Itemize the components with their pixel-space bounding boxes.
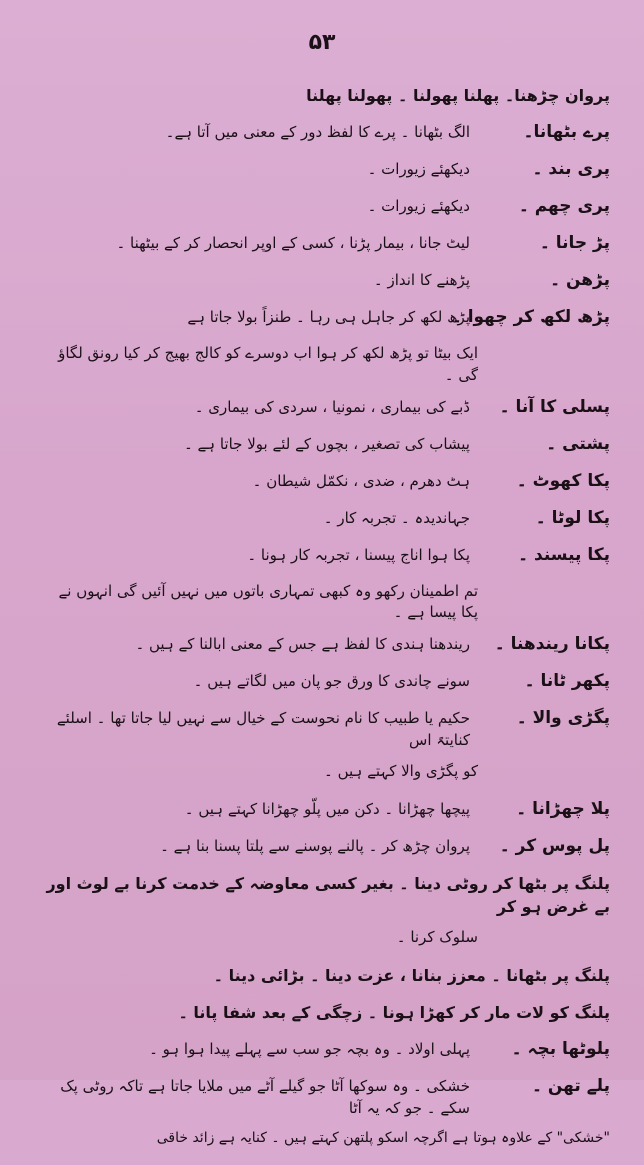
entry-definition: دیکھئے زیورات ۔: [367, 197, 470, 215]
page-footer-line: "خشکی" کے علاوہ ہوتا ہے اگرچہ اسکو پلتھن کہتے ہیں ۔ کنایہ ہے زائد خاقی: [156, 1130, 610, 1147]
entry-term: پشتی ۔: [546, 433, 610, 454]
dictionary-entry: [40, 396, 610, 424]
dictionary-entry: [40, 544, 610, 572]
dictionary-entry: [40, 433, 610, 461]
entry-term: پسلی کا آنا ۔: [499, 396, 610, 417]
entry-term: پرے بٹھانا۔: [523, 122, 610, 142]
entry-definition: حکیم یا طبیب کا نام نحوست کے خیال سے نہیں لیا جاتا تھا ۔ اسلئے کنایتہً اس: [56, 709, 470, 749]
dictionary-entry: [40, 195, 610, 223]
dictionary-entry: [40, 670, 610, 698]
page-number: ۵۳: [308, 30, 336, 55]
dictionary-entry: [40, 158, 610, 186]
dictionary-entries: [40, 84, 610, 1165]
dictionary-entry: [40, 707, 610, 752]
dictionary-entry: [40, 306, 610, 334]
entry-term: پکا لوٹا ۔: [535, 507, 610, 528]
entry-definition: پیچھا چھڑانا ۔ دکن میں پلّو چھڑانا کہتے ہیں ۔: [184, 799, 470, 818]
entry-definition: ہٹ دھرم ، ضدی ، نکمّل شیطان ۔: [252, 471, 470, 490]
entry-definition: پڑھنے کا انداز ۔: [373, 271, 470, 289]
entry-definition: لیٹ جانا ، بیمار پڑنا ، کسی کے اوپر انحصار کر کے بیٹھنا ۔: [116, 234, 470, 252]
dictionary-entry: [40, 798, 610, 826]
entry-definition: خشکی ۔ وہ سوکھا آٹا جو گیلے آٹے میں ملایا جاتا ہے تاکہ روٹی پک سکے ۔ جو کہ یہ آٹا: [60, 1076, 470, 1117]
entry-term: پڑھ لکھ کر چھوا ۔: [451, 307, 610, 327]
entry-term: پگڑی والا ۔: [516, 708, 610, 728]
entry-definition: الگ بٹھانا ۔ پرے کا لفظ دور کے معنی میں آتا ہے۔: [165, 123, 470, 141]
entry-term: پلا چھڑانا ۔: [516, 798, 610, 819]
entry-definition: دیکھئے زیورات ۔: [367, 160, 470, 178]
entry-continuation: تم اطمینان رکھو وہ کبھی تمہاری باتوں میں نہیں آئیں گی انہوں نے پکا پیسا ہے ۔: [58, 581, 478, 622]
dictionary-entry-line: پلنگ پر بٹھا کر روٹی دینا ۔ بغیر کسی معاوضہ کے خدمت کرنا بے لوث اور بے غرض ہو کر: [46, 873, 610, 916]
dictionary-entry-line: پلنگ پر بٹھانا ۔ معزز بنانا ، عزت دینا ۔ بڑائی دینا ۔: [213, 965, 610, 985]
entry-definition: پکا ہوا اناج پیسنا ، تجربہ کار ہونا ۔: [247, 545, 470, 564]
entry-term: پڑ جانا ۔: [539, 233, 610, 253]
entry-definition: پیشاب کی تصغیر ، بچوں کے لئے بولا جاتا ہے ۔: [183, 434, 470, 453]
entry-continuation: ایک بیٹا تو پڑھ لکھ کر ہوا اب دوسرے کو کالج بھیج کر کیا رونق لگاؤ گی ۔: [58, 344, 478, 384]
entry-term: پل پوس کر ۔: [499, 835, 610, 856]
entry-term: پڑھن ۔: [550, 270, 610, 290]
entry-definition: پڑھ لکھ کر جاہل ہی رہا ۔ طنزاً بولا جاتا ہے: [187, 308, 470, 326]
dictionary-entry-line: پروان چڑھنا۔ پھلنا پھولنا ۔ پھولنا پھلنا: [306, 86, 610, 105]
entry-term: پکا کھوٹ ۔: [516, 470, 610, 491]
entry-term: پری بند ۔: [532, 159, 610, 179]
entry-term: پری چھم ۔: [518, 196, 610, 216]
entry-term: پکانا ریندھنا ۔: [494, 634, 610, 654]
dictionary-entry: [40, 232, 610, 260]
entry-term: پکھر ٹانا ۔: [524, 671, 610, 691]
entry-term: پلوٹھا بچہ ۔: [511, 1038, 610, 1059]
dictionary-entry: [40, 1038, 610, 1066]
entry-definition: سونے چاندی کا ورق جو پان میں لگاتے ہیں ۔: [193, 672, 470, 690]
dictionary-entry: [40, 835, 610, 863]
dictionary-entry: [40, 1075, 610, 1120]
dictionary-entry: [40, 269, 610, 297]
entry-continuation: کو پگڑی والا کہتے ہیں ۔: [324, 761, 478, 780]
entry-continuation: سلوک کرنا ۔: [396, 927, 478, 946]
entry-definition: ریندھنا ہندی کا لفظ ہے جس کے معنی ابالنا کے ہیں ۔: [135, 635, 470, 653]
entry-definition: پروان چڑھ کر ۔ پالنے پوسنے سے پلتا پسنا بنا ہے ۔: [160, 836, 470, 855]
entry-definition: جہاندیدہ ۔ تجربہ کار ۔: [323, 508, 470, 527]
dictionary-entry-line: پلنگ کو لات مار کر کھڑا ہونا ۔ زچگی کے بعد شفا پانا ۔: [178, 1002, 610, 1022]
entry-term: پکا پیسند ۔: [518, 544, 610, 565]
entry-term: پلے تھن ۔: [532, 1075, 610, 1096]
dictionary-entry: [40, 507, 610, 535]
dictionary-entry: [40, 633, 610, 661]
dictionary-entry: [40, 121, 610, 149]
entry-definition: پہلی اولاد ۔ وہ بچہ جو سب سے پہلے پیدا ہوا ہو ۔: [149, 1039, 470, 1058]
entry-definition: ڈبے کی بیماری ، نمونیا ، سردی کی بیماری ۔: [194, 397, 470, 416]
dictionary-entry: [40, 470, 610, 498]
